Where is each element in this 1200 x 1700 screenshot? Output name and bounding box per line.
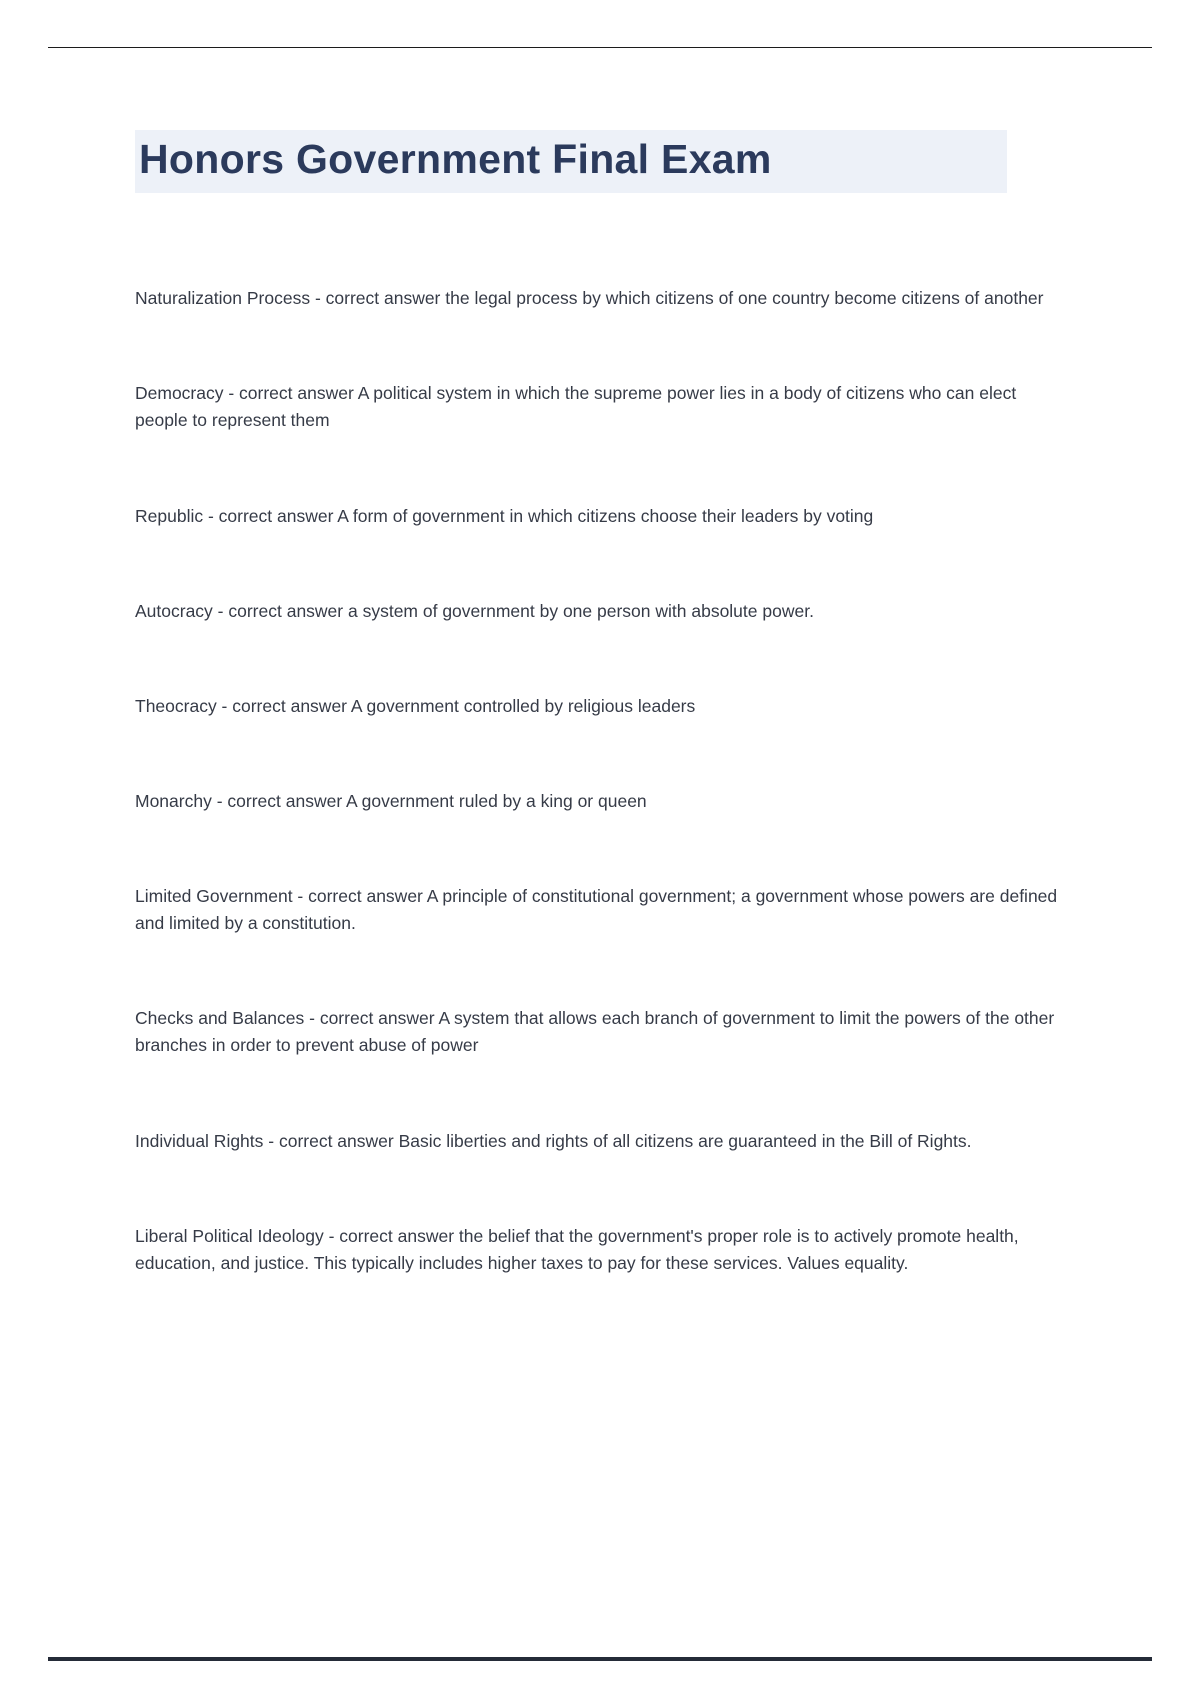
page-top-rule: [48, 47, 1152, 48]
qa-item: Limited Government - correct answer A principle of constitutional government; a government whose powers are defined and limited by a constitution.: [135, 886, 1058, 934]
qa-item: Individual Rights - correct answer Basic liberties and rights of all citizens are guaranteed in the Bill of Rights.: [135, 1130, 972, 1151]
qa-item: Monarchy - correct answer A government ruled by a king or queen: [135, 790, 647, 811]
document-content: [135, 130, 1067, 1277]
qa-item: Checks and Balances - correct answer A system that allows each branch of government to limit the powers of the other branches in order to prevent abuse of power: [135, 1008, 1055, 1056]
qa-item: Liberal Political Ideology - correct answer the belief that the government's proper role is to actively promote health, education, and justice. This typically includes higher taxes to pay for these services. Values equality.: [135, 1225, 1019, 1273]
qa-item: Autocracy - correct answer a system of government by one person with absolute power.: [135, 600, 814, 621]
page-bottom-rule: [48, 1657, 1152, 1661]
qa-item: Theocracy - correct answer A government controlled by religious leaders: [135, 695, 696, 716]
qa-item: Democracy - correct answer A political system in which the supreme power lies in a body of citizens who can elect people to represent them: [135, 383, 1017, 431]
page-title: Honors Government Final Exam: [135, 130, 1007, 193]
qa-list: [135, 285, 1067, 1277]
qa-item: Naturalization Process - correct answer the legal process by which citizens of one country become citizens of another: [135, 288, 1044, 309]
qa-item: Republic - correct answer A form of government in which citizens choose their leaders by voting: [135, 505, 874, 526]
